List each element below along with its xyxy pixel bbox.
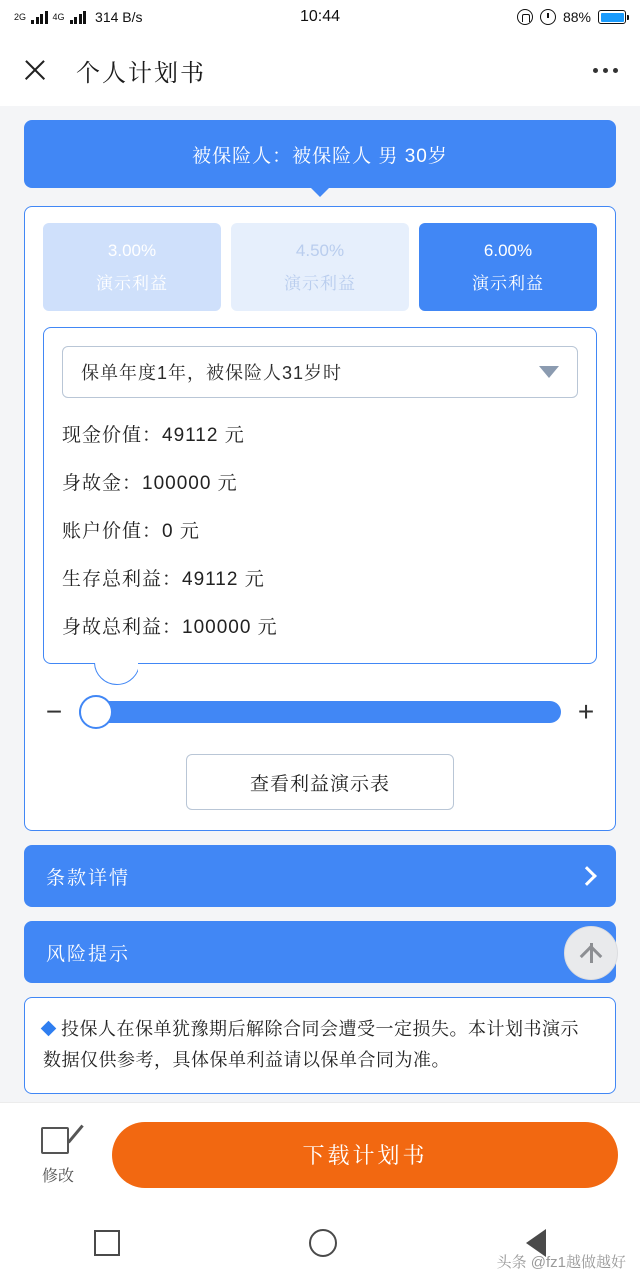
alarm-clock-icon	[540, 9, 556, 25]
home-circle-icon[interactable]	[309, 1229, 337, 1257]
slider-knob[interactable]	[79, 695, 113, 729]
edit-button-label: 修改	[41, 1168, 74, 1185]
risk-notice-link[interactable]	[24, 921, 616, 983]
status-bar	[0, 0, 640, 34]
chevron-right-icon	[577, 866, 597, 886]
insured-banner-label: 被保险人：被保险人 男 30岁	[192, 145, 448, 167]
recents-square-icon[interactable]	[94, 1230, 120, 1256]
list-item-death-total: 身故总利益：100000 元	[62, 617, 278, 638]
policy-year-select[interactable]	[62, 346, 578, 398]
battery-percent-label: 88%	[562, 9, 591, 25]
mute-icon	[517, 9, 533, 25]
network-type-label: 2G	[14, 11, 27, 22]
risk-notice-label: 风险提示	[46, 943, 131, 965]
rate-tab-45[interactable]	[231, 223, 409, 311]
list-item-survival-total: 生存总利益：49112 元	[62, 569, 265, 590]
download-plan-button[interactable]: 下载计划书	[112, 1122, 618, 1188]
bottom-action-bar	[0, 1102, 640, 1206]
rate-tab-45-pct: 4.50%	[295, 240, 345, 260]
view-benefit-table-button[interactable]: 查看利益演示表	[186, 754, 454, 810]
close-icon[interactable]	[22, 57, 48, 83]
network-speed-label: 314 B/s	[95, 9, 143, 25]
clock-label: 10:44	[299, 8, 341, 25]
insured-banner	[24, 120, 616, 188]
slider-minus-button[interactable]: −	[45, 696, 63, 727]
list-item-cash-value: 现金价值：49112 元	[62, 425, 245, 446]
list-item-death-benefit: 身故金：100000 元	[62, 473, 238, 494]
more-options-icon[interactable]	[593, 68, 618, 73]
network-sup-label: 4G	[52, 12, 65, 22]
rate-tabs	[43, 223, 597, 311]
policy-year-value: 保单年度1年，被保险人31岁时	[81, 363, 343, 383]
app-header	[0, 34, 640, 106]
banner-caret-icon	[311, 188, 329, 197]
disclaimer-text: 投保人在保单犹豫期后解除合同会遭受一定损失。本计划书演示数据仅供参考，具体保单利益请以保单合同为准。	[43, 1019, 579, 1070]
terms-detail-label: 条款详情	[46, 867, 131, 889]
benefit-detail-panel	[43, 327, 597, 664]
year-slider[interactable]	[43, 698, 597, 726]
disclaimer-note	[24, 997, 616, 1094]
edit-pencil-icon	[41, 1123, 75, 1157]
rate-tab-6[interactable]	[419, 223, 597, 311]
edit-button[interactable]	[22, 1123, 94, 1186]
slider-plus-button[interactable]: +	[577, 696, 595, 727]
diamond-bullet-icon	[41, 1021, 57, 1037]
benefit-card	[24, 206, 616, 831]
watermark-label: 头条 @fz1越做越好	[496, 1254, 626, 1271]
rate-tab-6-pct: 6.00%	[483, 240, 533, 260]
rate-tab-3[interactable]	[43, 223, 221, 311]
list-item-account-value: 账户价值：0 元	[62, 521, 200, 542]
panel-pointer-icon	[94, 663, 138, 685]
rate-tab-45-label: 演示利益	[284, 273, 356, 293]
battery-icon	[598, 10, 626, 24]
rate-tab-3-pct: 3.00%	[107, 240, 157, 260]
slider-track[interactable]	[79, 701, 561, 723]
chevron-down-icon	[539, 366, 559, 378]
scroll-to-top-icon[interactable]	[564, 926, 618, 980]
rate-tab-3-label: 演示利益	[96, 273, 168, 293]
rate-tab-6-label: 演示利益	[472, 273, 544, 293]
benefit-value-list	[62, 420, 578, 639]
page-title: 个人计划书	[76, 59, 206, 87]
android-nav-bar	[0, 1206, 640, 1280]
terms-detail-link[interactable]	[24, 845, 616, 907]
